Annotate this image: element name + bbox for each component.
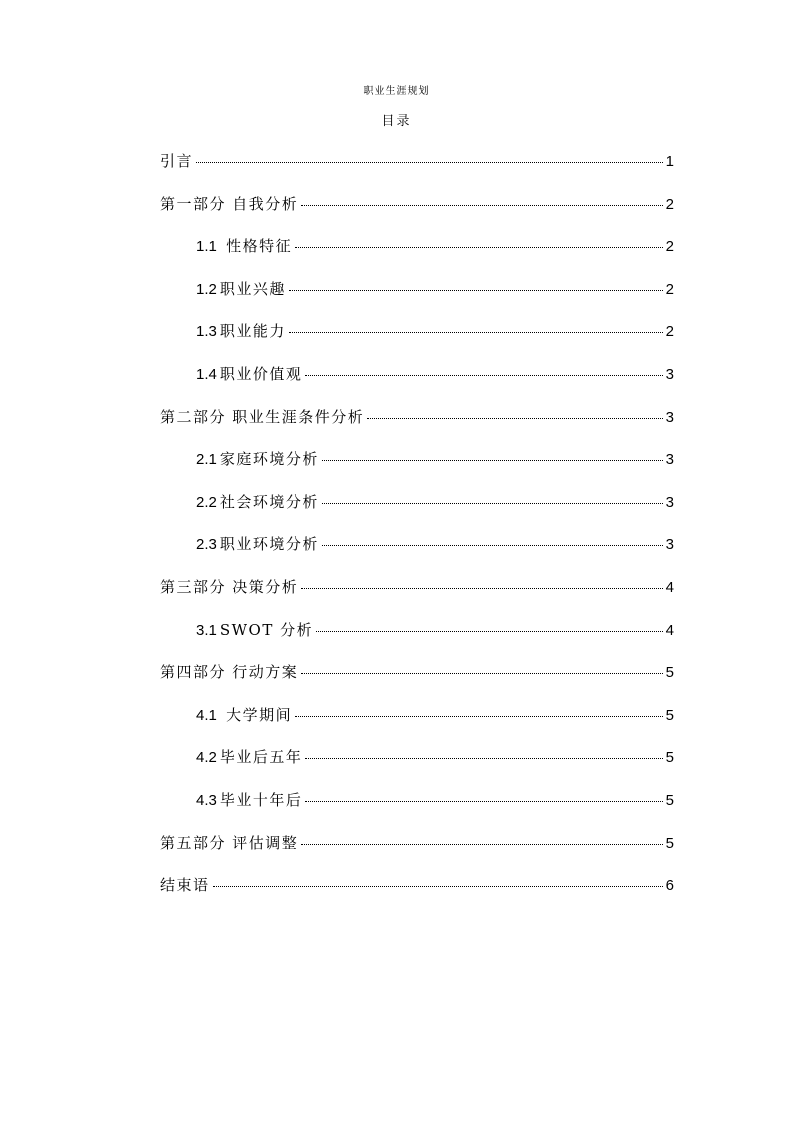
toc-entry-page-number: 5 [665, 664, 674, 682]
toc-entry-text [196, 704, 292, 725]
toc-dot-leader [301, 588, 662, 589]
toc-entry[interactable] [160, 193, 674, 236]
toc-entry-number: 1.4 [196, 365, 217, 383]
toc-entry[interactable] [160, 746, 674, 789]
toc-entry-number: 4.2 [196, 749, 217, 767]
table-of-contents [160, 150, 674, 917]
toc-entry-label: 结束语 [160, 876, 210, 895]
toc-entry-label: 第二部分 职业生涯条件分析 [160, 407, 365, 426]
toc-entry-text [196, 235, 292, 256]
toc-entry[interactable] [160, 150, 674, 193]
toc-dot-leader [322, 503, 663, 504]
toc-entry-page-number: 6 [665, 877, 674, 895]
toc-entry-label: 社会环境分析 [219, 492, 319, 511]
toc-entry[interactable] [160, 619, 674, 662]
toc-entry[interactable] [160, 789, 674, 832]
toc-entry-page-number: 2 [665, 238, 674, 256]
toc-dot-leader [295, 247, 663, 248]
toc-entry[interactable] [160, 874, 674, 917]
toc-entry-text [160, 576, 298, 597]
toc-entry-text [196, 491, 319, 512]
toc-entry-label: 职业价值观 [219, 364, 303, 383]
toc-entry[interactable] [160, 320, 674, 363]
toc-entry-label: 性格特征 [219, 237, 293, 256]
toc-entry[interactable] [160, 832, 674, 875]
toc-dot-leader [322, 460, 663, 461]
toc-entry-label: 职业环境分析 [219, 535, 319, 554]
toc-entry-page-number: 4 [665, 578, 674, 596]
toc-entry-page-number: 3 [665, 365, 674, 383]
toc-entry-number: 2.2 [196, 493, 217, 511]
toc-entry-text [160, 150, 193, 171]
toc-entry[interactable] [160, 704, 674, 747]
toc-entry-page-number: 4 [665, 621, 674, 639]
toc-entry[interactable] [160, 576, 674, 619]
toc-entry-label: 第一部分 自我分析 [160, 194, 299, 213]
toc-entry-text [196, 448, 319, 469]
toc-heading: 目录 [381, 114, 412, 129]
toc-entry-page-number: 5 [665, 749, 674, 767]
toc-entry-page-number: 1 [665, 153, 674, 170]
toc-entry[interactable] [160, 533, 674, 576]
toc-entry-label: SWOT 分析 [219, 620, 314, 639]
toc-entry-page-number: 5 [665, 706, 674, 724]
toc-entry-label: 大学期间 [219, 705, 293, 724]
toc-entry-page-number: 3 [665, 451, 674, 469]
toc-entry-text [160, 661, 298, 682]
toc-entry-page-number: 5 [665, 791, 674, 809]
toc-entry-text [196, 746, 302, 767]
toc-entry-number: 1.2 [196, 280, 217, 298]
toc-entry[interactable] [160, 448, 674, 491]
toc-entry-text [196, 363, 302, 384]
toc-entry-page-number: 3 [665, 493, 674, 511]
toc-entry-text [196, 619, 313, 640]
toc-entry-label: 第五部分 评估调整 [160, 833, 299, 852]
toc-entry-label: 职业能力 [219, 322, 286, 341]
toc-entry-text [196, 278, 286, 299]
toc-dot-leader [322, 545, 663, 546]
toc-dot-leader [301, 844, 662, 845]
toc-entry-text [196, 320, 286, 341]
toc-entry-page-number: 5 [665, 834, 674, 852]
toc-dot-leader [213, 886, 663, 887]
toc-entry-page-number: 2 [665, 280, 674, 298]
toc-entry-page-number: 3 [665, 408, 674, 426]
toc-dot-leader [305, 758, 662, 759]
toc-entry-number: 2.3 [196, 536, 217, 554]
toc-entry-page-number: 3 [665, 536, 674, 554]
toc-entry-page-number: 2 [665, 323, 674, 341]
toc-entry[interactable] [160, 235, 674, 278]
toc-entry-label: 第三部分 决策分析 [160, 577, 299, 596]
toc-dot-leader [289, 290, 663, 291]
toc-entry[interactable] [160, 406, 674, 449]
toc-dot-leader [305, 375, 662, 376]
toc-entry-number: 1.3 [196, 323, 217, 341]
toc-dot-leader [295, 716, 663, 717]
running-header-title: 职业生涯规划 [363, 86, 430, 97]
toc-entry[interactable] [160, 491, 674, 534]
toc-entry-text [160, 832, 298, 853]
toc-entry-label: 毕业后五年 [219, 748, 303, 767]
toc-dot-leader [196, 162, 663, 163]
toc-dot-leader [289, 332, 663, 333]
toc-entry-text [196, 789, 302, 810]
toc-dot-leader [316, 631, 663, 632]
toc-dot-leader [305, 801, 662, 802]
toc-entry-label: 第四部分 行动方案 [160, 663, 299, 682]
toc-entry[interactable] [160, 363, 674, 406]
toc-dot-leader [367, 418, 662, 419]
toc-entry-label: 引言 [160, 152, 194, 170]
toc-entry-number: 4.1 [196, 706, 217, 724]
toc-entry-text [160, 406, 364, 427]
toc-entry-number: 1.1 [196, 238, 217, 256]
toc-entry-label: 毕业十年后 [219, 790, 303, 809]
toc-entry-number: 4.3 [196, 791, 217, 809]
toc-dot-leader [301, 205, 662, 206]
toc-entry-text [196, 533, 319, 554]
toc-entry-number: 3.1 [196, 621, 217, 639]
toc-entry[interactable] [160, 661, 674, 704]
toc-entry-text [160, 193, 298, 214]
toc-entry-label: 家庭环境分析 [219, 450, 319, 469]
toc-entry[interactable] [160, 278, 674, 321]
toc-entry-page-number: 2 [665, 195, 674, 213]
toc-entry-label: 职业兴趣 [219, 279, 286, 298]
toc-entry-text [160, 874, 210, 895]
toc-entry-number: 2.1 [196, 451, 217, 469]
toc-dot-leader [301, 673, 662, 674]
